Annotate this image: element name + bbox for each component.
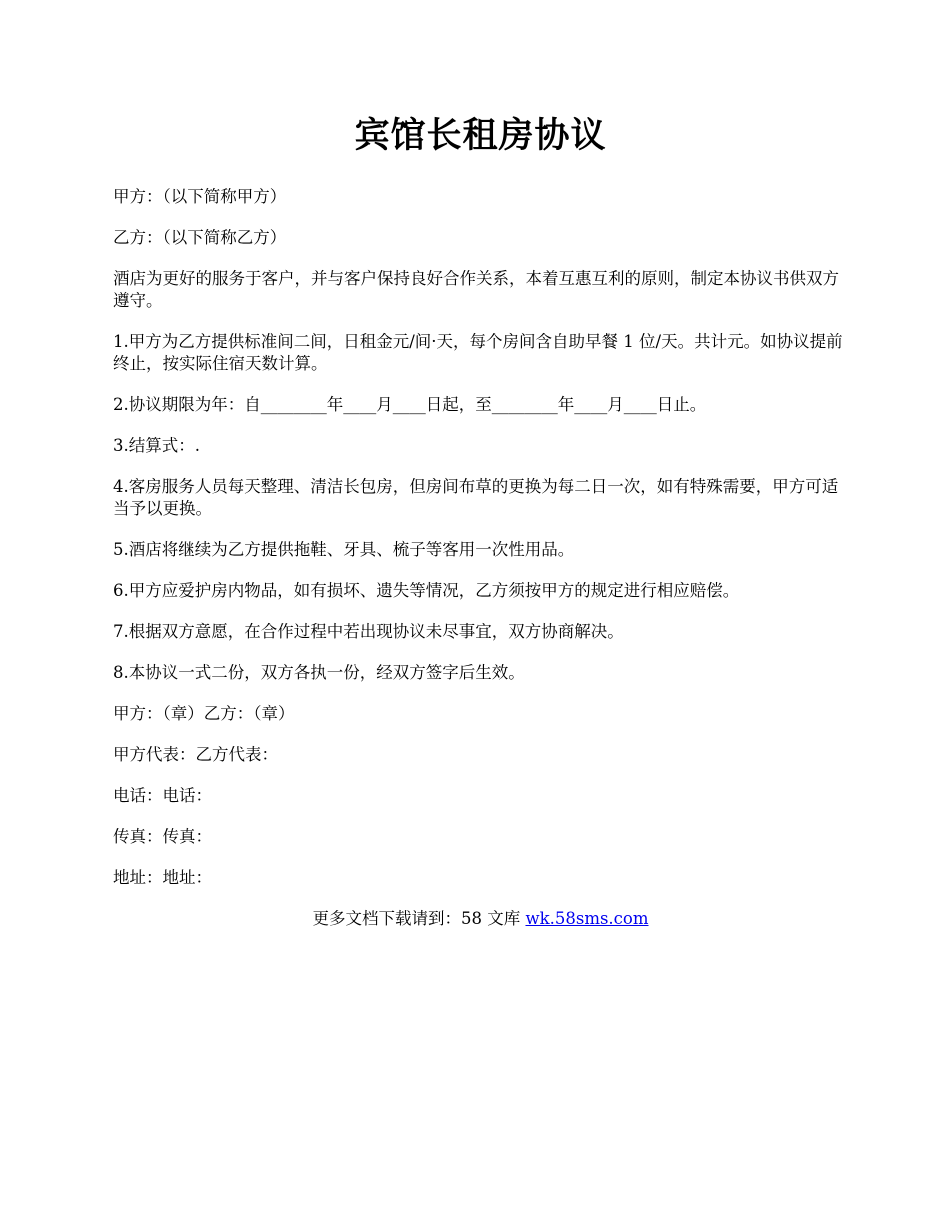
document-title: 宾馆长租房协议 [354,115,607,156]
intro-paragraph: 酒店为更好的服务于客户，并与客户保持良好合作关系，本着互惠互利的原则，制定本协议书供双方遵守。 [113,269,839,310]
fax-line: 传真：传真： [113,827,212,846]
party-a-line: 甲方：（以下简称甲方） [113,187,287,206]
footer-text: 更多文档下载请到：58 文库 [312,909,526,928]
clause-1: 1.甲方为乙方提供标准间二间，日租金元/间·天，每个房间含自助早餐 1 位/天。共计元。如协议提前终止，按实际住宿天数计算。 [113,332,843,373]
clause-6: 6.甲方应爱护房内物品，如有损坏、遗失等情况，乙方须按甲方的规定进行相应赔偿。 [113,581,740,600]
clause-4: 4.客房服务人员每天整理、清洁长包房，但房间布草的更换为每二日一次，如有特殊需要，甲方可适当予以更换。 [113,477,839,518]
clause-7: 7.根据双方意愿，在合作过程中若出现协议未尽事宜，双方协商解决。 [113,622,624,641]
document-page [113,112,848,930]
footer-link[interactable]: wk.58sms.com [525,909,649,928]
phone-line: 电话：电话： [113,786,212,805]
seal-line: 甲方：（章）乙方：（章） [113,704,295,723]
party-b-line: 乙方：（以下简称乙方） [113,228,287,247]
clause-3: 3.结算式：. [113,436,200,455]
representative-line: 甲方代表：乙方代表： [113,745,278,764]
download-footer [113,908,848,930]
clause-8: 8.本协议一式二份，双方各执一份，经双方签字后生效。 [113,663,525,682]
clause-5: 5.酒店将继续为乙方提供拖鞋、牙具、梳子等客用一次性用品。 [113,540,575,559]
clause-2: 2.协议期限为年：自________年____月____日起，至________年____月____日止。 [113,395,707,414]
address-line: 地址：地址： [113,868,212,887]
